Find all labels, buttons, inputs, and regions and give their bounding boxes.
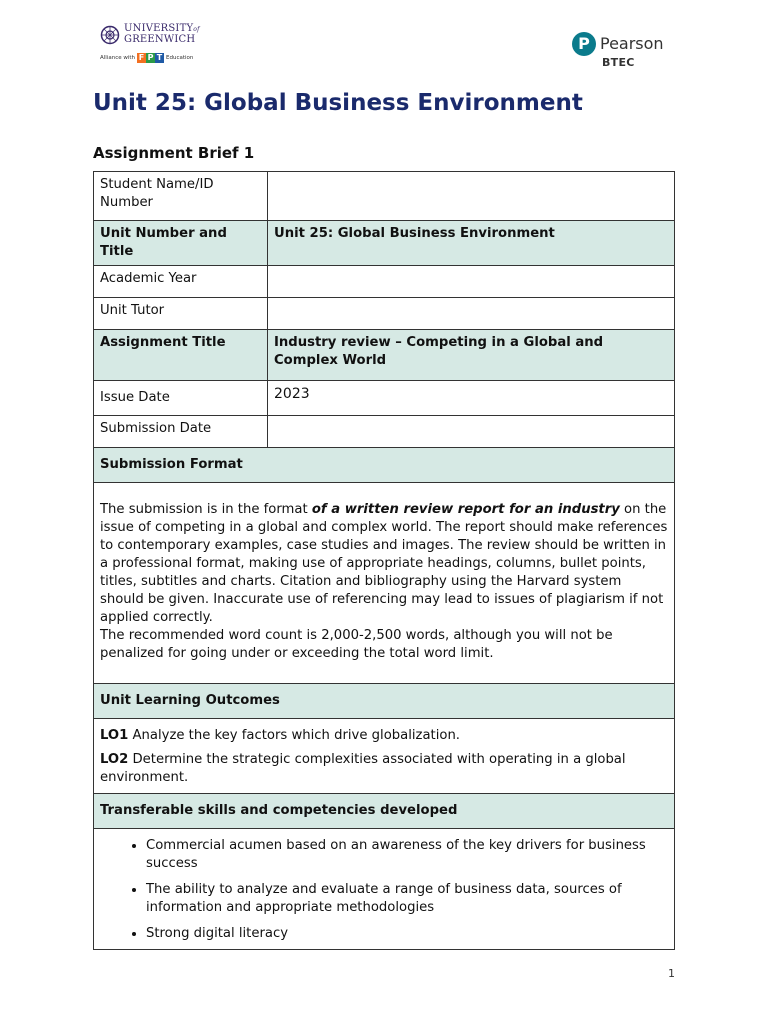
unit-tutor-label: Unit Tutor: [94, 298, 268, 330]
table-row: [94, 448, 675, 483]
table-row: [94, 416, 675, 448]
table-row: [94, 330, 675, 381]
submission-date-label: Submission Date: [94, 416, 268, 448]
assignment-title-value: Industry review – Competing in a Global and Complex World: [268, 330, 675, 381]
fpt-alliance: Alliance with F P T Education: [100, 53, 194, 62]
pearson-logo: P Pearson: [572, 32, 664, 56]
academic-year-value: [268, 266, 675, 298]
page-title: Unit 25: Global Business Environment: [93, 90, 583, 116]
skills-heading: Transferable skills and competencies developed: [94, 794, 675, 829]
university-of-greenwich-logo: [100, 24, 210, 74]
word-count-paragraph: The recommended word count is 2,000-2,500 words, although you will not be penalized for going under or exceeding the total word limit.: [100, 628, 613, 661]
table-row: [94, 298, 675, 330]
unit-value: Unit 25: Global Business Environment: [268, 221, 675, 266]
unit-tutor-value: [268, 298, 675, 330]
btec-label: BTEC: [602, 56, 635, 69]
skills-body: [94, 829, 675, 950]
table-row: [94, 266, 675, 298]
submission-date-value: [268, 416, 675, 448]
assignment-brief-heading: Assignment Brief 1: [93, 144, 255, 162]
table-row: [94, 172, 675, 221]
learning-outcome-item: LO2 Determine the strategic complexities associated with operating in a global environment.: [100, 752, 626, 785]
table-row: [94, 684, 675, 719]
table-row: [94, 483, 675, 684]
fpt-logo: F P T: [138, 53, 163, 62]
issue-date-label: Issue Date: [94, 381, 268, 416]
submission-format-heading: Submission Format: [94, 448, 675, 483]
table-row: [94, 829, 675, 950]
table-row: [94, 719, 675, 794]
learning-outcomes-heading: Unit Learning Outcomes: [94, 684, 675, 719]
student-label: Student Name/ID Number: [94, 172, 268, 221]
student-value: [268, 172, 675, 221]
assignment-title-label: Assignment Title: [94, 330, 268, 381]
unit-label: Unit Number and Title: [94, 221, 268, 266]
skills-list: [100, 837, 668, 943]
university-name: UNIVERSITYof GREENWICH: [124, 23, 200, 45]
list-item: • Strong digital literacy: [146, 925, 668, 943]
assignment-brief-table: [93, 171, 675, 950]
learning-outcome-item: LO1 Analyze the key factors which drive globalization.: [100, 728, 460, 743]
list-item: • The ability to analyze and evaluate a range of business data, sources of information and appropriate methodologies: [146, 881, 668, 917]
learning-outcomes-body: [94, 719, 675, 794]
academic-year-label: Academic Year: [94, 266, 268, 298]
page-number: 1: [668, 967, 675, 980]
issue-date-value: 2023: [268, 381, 675, 416]
submission-format-body: [94, 483, 675, 684]
table-row: [94, 381, 675, 416]
pearson-icon: P: [572, 32, 596, 56]
table-row: [94, 221, 675, 266]
university-crest-icon: [100, 25, 120, 45]
table-row: [94, 794, 675, 829]
list-item: • Commercial acumen based on an awareness of the key drivers for business success: [146, 837, 668, 873]
submission-format-paragraph: The submission is in the format of a written review report for an industry on the issue of competing in a global and complex world. The report should make references to contemporary examples, case studies and images. The review should be written in a professional format, making use of appropriate headings, columns, bullet points, titles, subtitles and charts. Citation and bibliography using the Harvard system should be given. Inaccurate use of referencing may lead to issues of plagiarism if not applied correctly.: [100, 502, 668, 625]
